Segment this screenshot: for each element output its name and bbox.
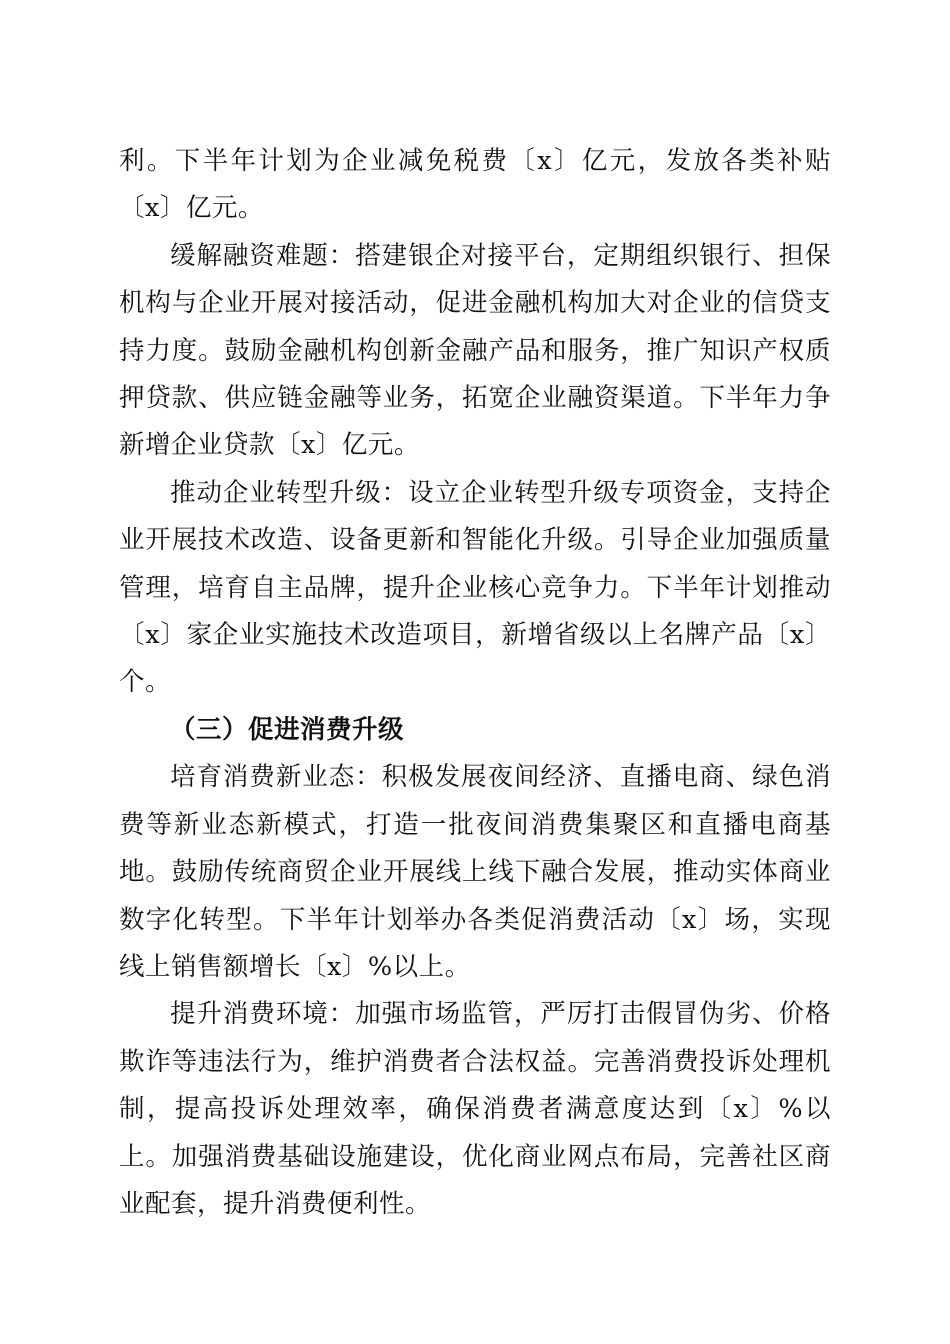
paragraph-consumption-environment: 提升消费环境：加强市场监管，严厉打击假冒伪劣、价格欺诈等违法行为，维护消费者合法权益。完善消费投诉处理机制，提高投诉处理效率，确保消费者满意度达到〔x〕%以上。加强消费基础设施建设，优化商业网点布局，完善社区商业配套，提升消费便利性。: [119, 999, 831, 1219]
paragraph-financing: 缓解融资难题：搭建银企对接平台，定期组织银行、担保机构与企业开展对接活动，促进金融机构加大对企业的信贷支持力度。鼓励金融机构创新金融产品和服务，推广知识产权质押贷款、供应链金融等业务，拓宽企业融资渠道。下半年力争新增企业贷款〔x〕亿元。: [119, 240, 831, 461]
section-heading-consumption-upgrade: （三）促进消费升级: [170, 714, 405, 745]
paragraph-tax-subsidy-continuation: 利。下半年计划为企业减免税费〔x〕亿元，发放各类补贴〔x〕亿元。: [119, 146, 831, 224]
paragraph-enterprise-upgrade: 推动企业转型升级：设立企业转型升级专项资金，支持企业开展技术改造、设备更新和智能化升级。引导企业加强质量管理，培育自主品牌，提升企业核心竞争力。下半年计划推动〔x〕家企业实施技术改造项目，新增省级以上名牌产品〔x〕个。: [119, 477, 831, 698]
document-body: [119, 138, 831, 1228]
paragraph-new-consumption-formats: 培育消费新业态：积极发展夜间经济、直播电商、绿色消费等新业态新模式，打造一批夜间消费集聚区和直播电商基地。鼓励传统商贸企业开展线上线下融合发展，推动实体商业数字化转型。下半年计划举办各类促消费活动〔x〕场，实现线上销售额增长〔x〕%以上。: [119, 762, 831, 982]
